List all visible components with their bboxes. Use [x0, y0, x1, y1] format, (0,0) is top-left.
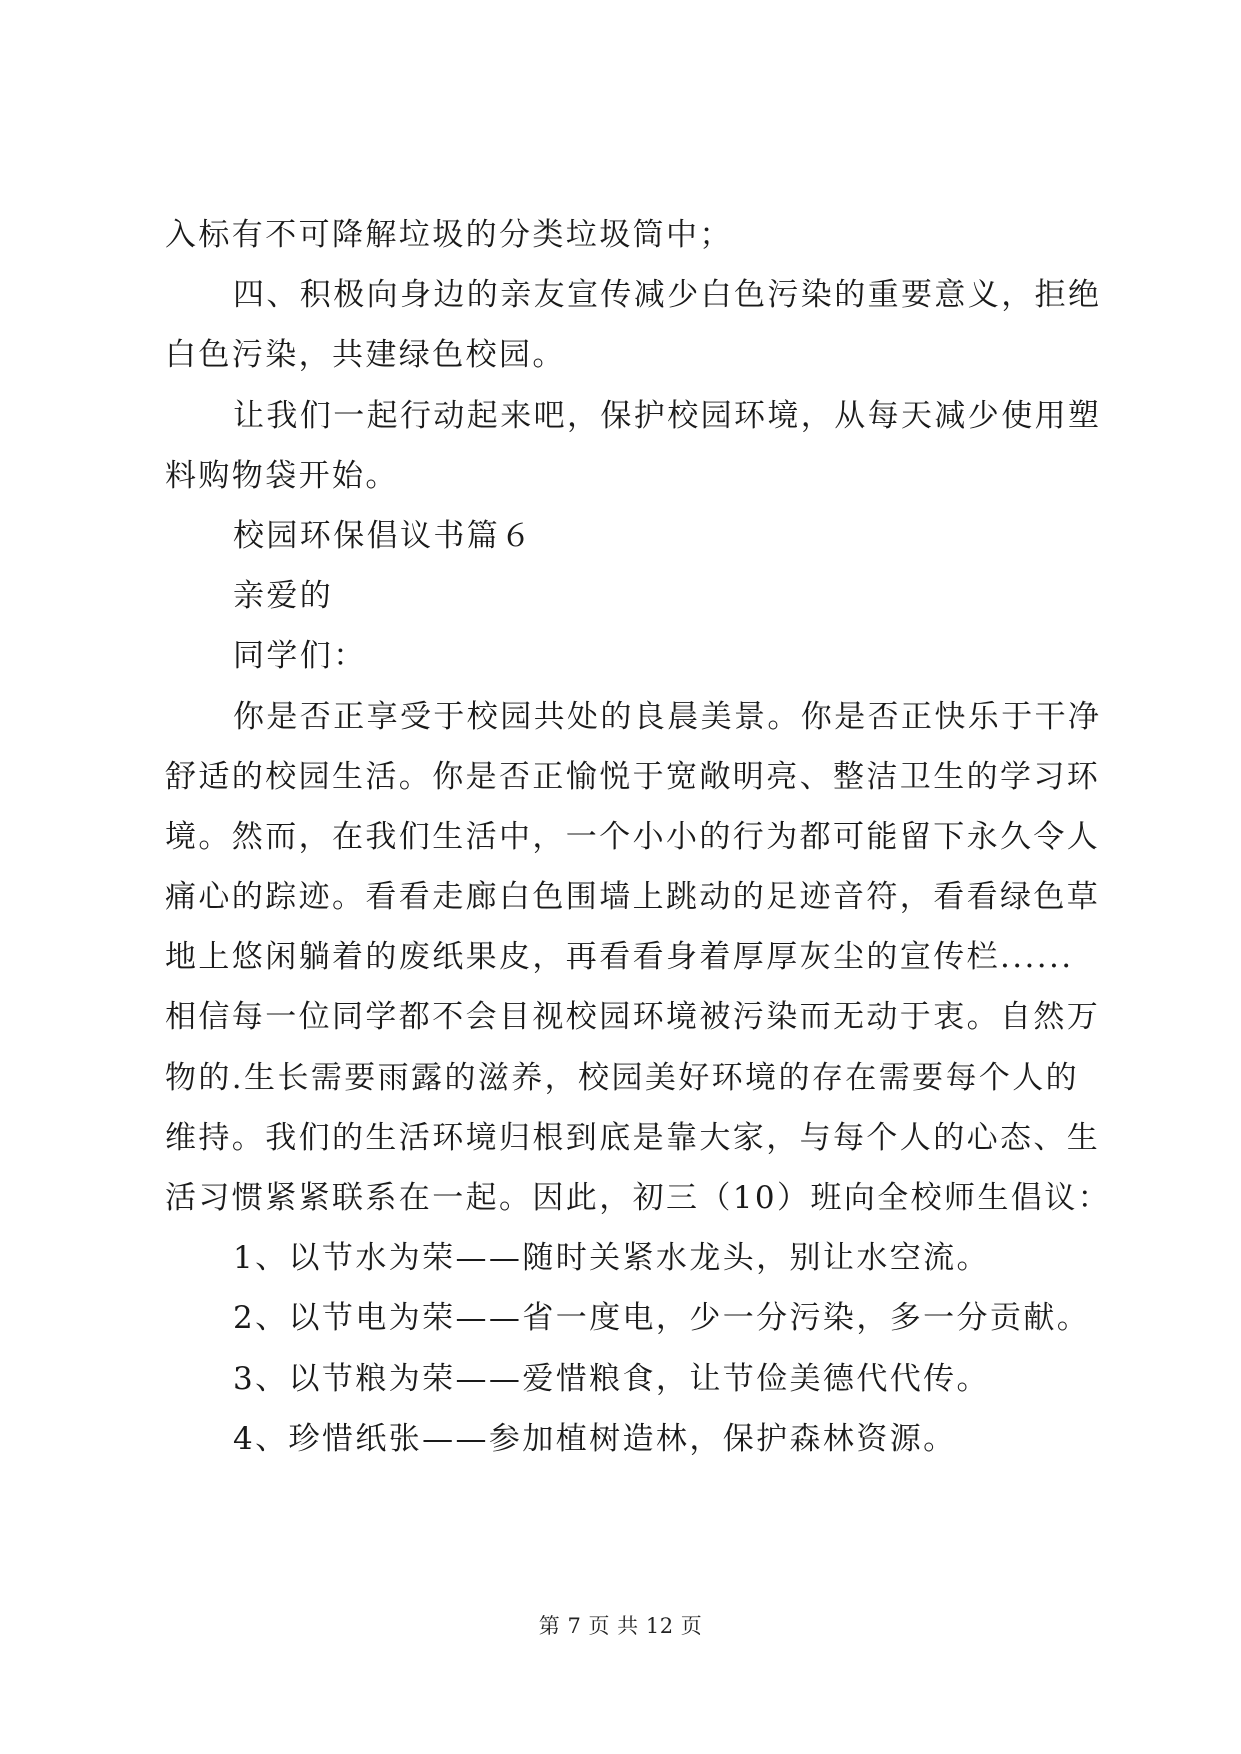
text-line: 物的.生长需要雨露的滋养，校园美好环境的存在需要每个人的 — [165, 1059, 1080, 1096]
text-line: 1、以节水为荣——随时关紧水龙头，别让水空流。 — [233, 1240, 990, 1277]
text-line: 地上悠闲躺着的废纸果皮，再看看身着厚厚灰尘的宣传栏...... — [165, 939, 1074, 976]
text-line: 3、以节粮为荣——爱惜粮食，让节俭美德代代传。 — [233, 1360, 990, 1397]
text-line: 料购物袋开始。 — [165, 457, 399, 494]
text-line: 维持。我们的生活环境归根到底是靠大家，与每个人的心态、生 — [165, 1119, 1101, 1156]
text-line: 你是否正享受于校园共处的良晨美景。你是否正快乐于干净 — [233, 698, 1102, 735]
text-line: 相信每一位同学都不会目视校园环境被污染而无动于衷。自然万 — [165, 999, 1101, 1036]
text-line: 让我们一起行动起来吧，保护校园环境，从每天减少使用塑 — [233, 397, 1102, 434]
text-line: 校园环保倡议书篇６ — [233, 517, 534, 554]
text-line: 白色污染，共建绿色校园。 — [165, 337, 566, 374]
text-line: 4、珍惜纸张——参加植树造林，保护森林资源。 — [233, 1420, 957, 1457]
text-line: 境。然而，在我们生活中，一个小小的行为都可能留下永久令人 — [165, 818, 1101, 855]
text-line: 四、积极向身边的亲友宣传减少白色污染的重要意义，拒绝 — [233, 277, 1102, 314]
page-footer: 第 7 页 共 12 页 — [538, 1614, 703, 1638]
text-line: 痛心的踪迹。看看走廊白色围墙上跳动的足迹音符，看看绿色草 — [165, 879, 1101, 916]
text-line: 2、以节电为荣——省一度电，少一分污染，多一分贡献。 — [233, 1300, 1091, 1337]
text-line: 亲爱的 — [233, 578, 334, 615]
document-body — [165, 205, 1112, 1469]
text-line: 同学们： — [233, 638, 367, 675]
text-line: 舒适的校园生活。你是否正愉悦于宽敞明亮、整洁卫生的学习环 — [165, 758, 1101, 795]
text-line: 入标有不可降解垃圾的分类垃圾筒中； — [165, 217, 733, 253]
text-line: 活习惯紧紧联系在一起。因此，初三（10）班向全校师生倡议： — [165, 1180, 1112, 1216]
